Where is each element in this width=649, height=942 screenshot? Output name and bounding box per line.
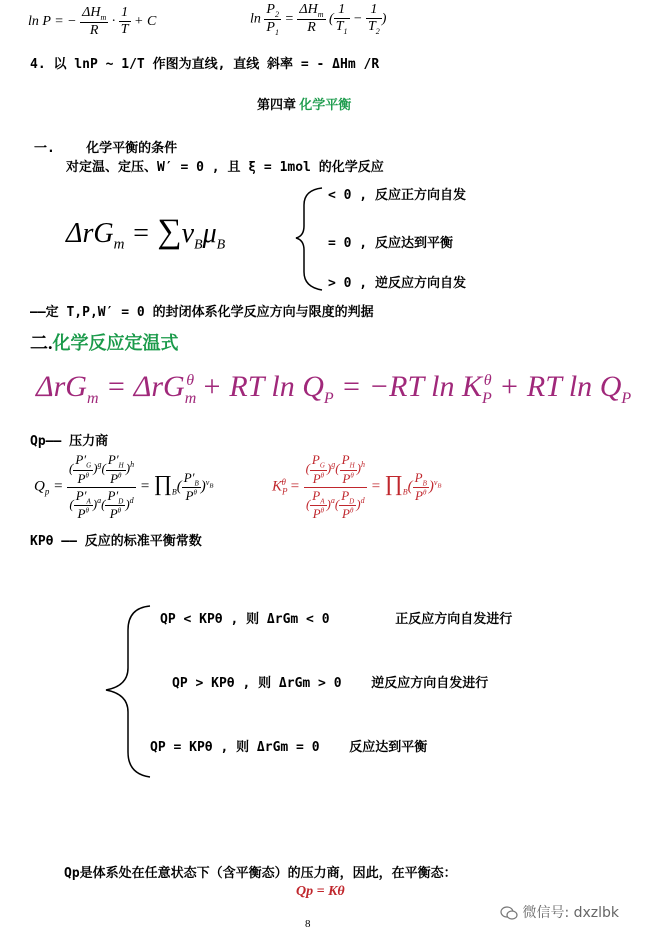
condition-row-3	[150, 736, 427, 755]
condition-2-left: QP > KPθ , 则 ΔrGm > 0	[172, 676, 342, 691]
chapter-prefix: 第四章	[257, 97, 297, 112]
kp-label: KPθ —— 反应的标准平衡常数	[30, 534, 202, 549]
gibbs-sum-formula: $\Delta rG_m = \sum\nu_B\mu_B$	[66, 213, 226, 253]
sec2-title: 化学反应定温式	[52, 333, 179, 353]
sec1-number: 一.	[34, 141, 55, 156]
footer-note: Qp是体系处在任意状态下（含平衡态）的压力商，因此，在平衡态：	[64, 866, 457, 881]
condition-1-right: 正反应方向自发进行	[395, 612, 513, 627]
watermark	[500, 902, 619, 922]
case-gt-zero: > 0 , 逆反应方向自发	[328, 276, 466, 291]
sec1-title: 化学平衡的条件	[86, 141, 178, 156]
footer-equation: Qp = Kθ	[296, 884, 345, 899]
page-number: 8	[305, 918, 311, 930]
item-4-text: 4. 以 lnP ~ 1/T 作图为直线, 直线 斜率 = - ΔHm /R	[30, 57, 380, 72]
case-eq-zero: = 0 , 反应达到平衡	[328, 236, 453, 251]
sec2-number: 二.	[30, 333, 53, 353]
qp-definition-formula: $Q_p$ = ( $\frac{P'_G}{P^\theta}$ )$^g$( $\frac{P'_H}{P^\theta}$ )$^h$ ( $\frac{P'_A}{P^\theta}$ )$^a$( $\frac{P'_D}{P^\theta}$ )$^d$ = $\prod_B$( $\frac{P'_B}{P^\theta}$ )$^{\nu_B}$	[34, 452, 214, 522]
condition-3-left: QP = KPθ , 则 ΔrGm = 0	[150, 740, 320, 755]
sec1-criterion: ——定 T,P,W′ = 0 的封闭体系化学反应方向与限度的判据	[30, 305, 374, 320]
wechat-icon	[500, 906, 518, 920]
condition-3-right: 反应达到平衡	[349, 740, 428, 755]
condition-2-right: 逆反应方向自发进行	[371, 676, 489, 691]
watermark-text: 微信号: dxzlbk	[522, 905, 620, 921]
formula-clausius-definite: ln $\frac{P_2}{P_1}$ = $\frac{\Delta H_m}{R}$ ( $\frac{1}{T_1}$ − $\frac{1}{T_2}$ )	[250, 2, 387, 37]
condition-row-2	[172, 672, 488, 691]
condition-1-left: QP < KPθ , 则 ΔrGm < 0	[160, 612, 330, 627]
chapter-title: 化学平衡	[299, 97, 352, 112]
formula-clausius-indefinite: ln P = − $\frac{\Delta H_m}{R}$ · $\frac{1}{T}$ + C	[28, 5, 157, 38]
kp-definition-formula: $K_P^\theta$ = ( $\frac{P_G}{P^\theta}$ )$^g$( $\frac{P_H}{P^\theta}$ )$^h$ ( $\frac{P_A}{P^\theta}$ )$^a$( $\frac{P_D}{P^\theta}$ )$^d$ = $\prod_B$( $\frac{P_B}{P^\theta}$ )$^{\nu_B}$	[272, 452, 442, 522]
condition-row-1	[160, 608, 512, 627]
qp-label: Qp—— 压力商	[30, 434, 109, 449]
sec1-condition: 对定温、定压、W′ = 0 , 且 ξ = 1mol 的化学反应	[66, 160, 384, 175]
reaction-isotherm-formula: ΔrG$_m$ = ΔrG$_m^\theta$ + RT $\ln Q_P = -RT$ $\ln K_P^\theta$ + RT $\ln Q_P$	[36, 370, 632, 407]
case-lt-zero: < 0 , 反应正方向自发	[328, 188, 466, 203]
